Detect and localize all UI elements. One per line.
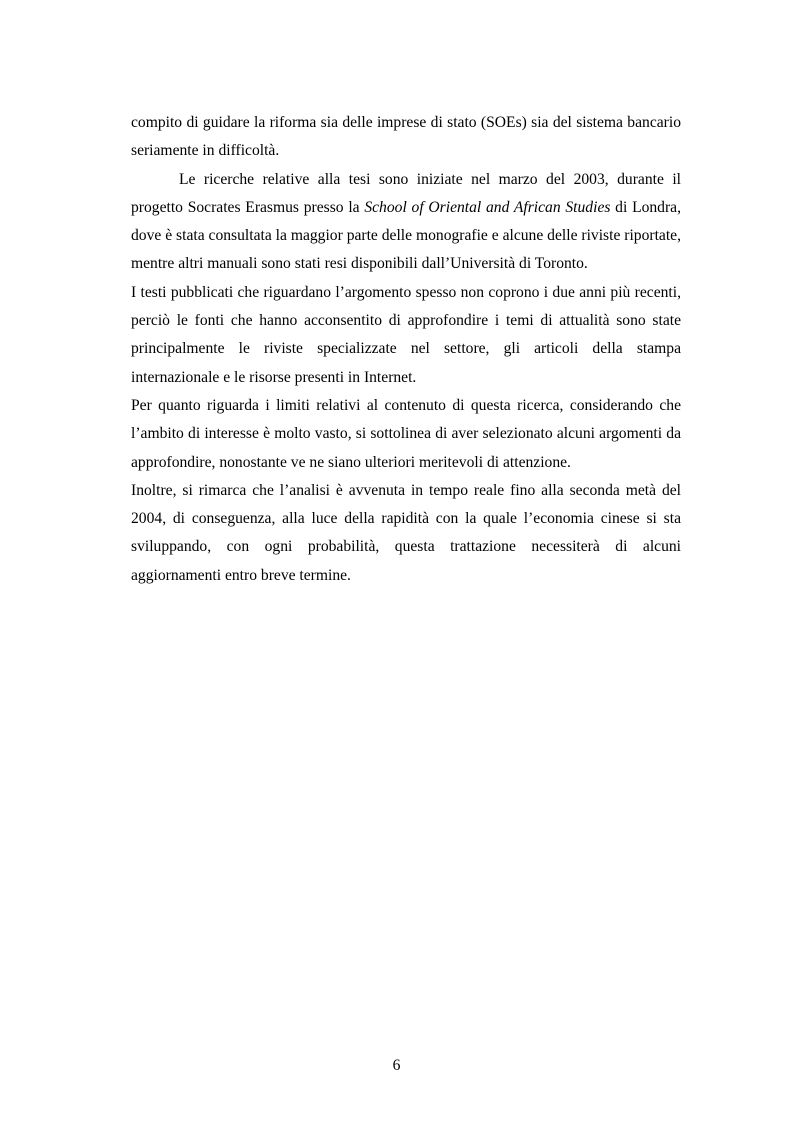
paragraph-2-text-end: di Londra, dove è stata consultata la maggior parte delle monografie e alcune delle riviste riportate, mentre altri manuali sono stati resi disponibili dall’Università di Toronto.: [131, 198, 681, 273]
document-body: [131, 109, 681, 590]
paragraph-2: [131, 166, 681, 279]
institution-name: School of Oriental and African Studies: [364, 198, 611, 216]
paragraph-3: I testi pubblicati che riguardano l’argomento spesso non coprono i due anni più recenti, perciò le fonti che hanno acconsentito di approfondire i temi di attualità sono state principalmente le riviste specializzate nel settore, gli articoli della stampa internazionale e le risorse presenti in Internet.: [131, 283, 681, 386]
paragraph-2-text-start: Le ricerche relative alla tesi sono iniziate nel marzo del 2003, durante il progetto Socrates Erasmus presso la: [131, 170, 681, 216]
paragraph-5: Inoltre, si rimarca che l’analisi è avvenuta in tempo reale fino alla seconda metà del 2004, di conseguenza, alla luce della rapidità con la quale l’economia cinese si sta sviluppando, con ogni probabilità, questa trattazione necessiterà di alcuni aggiornamenti entro breve termine.: [131, 481, 681, 584]
paragraph-1: compito di guidare la riforma sia delle imprese di stato (SOEs) sia del sistema bancario seriamente in difficoltà.: [131, 114, 681, 160]
paragraph-4: Per quanto riguarda i limiti relativi al contenuto di questa ricerca, considerando che l’ambito di interesse è molto vasto, si sottolinea di aver selezionato alcuni argomenti da approfondire, nonostante ve ne siano ulteriori meritevoli di attenzione.: [131, 396, 681, 471]
page-number: 6: [392, 1057, 401, 1074]
